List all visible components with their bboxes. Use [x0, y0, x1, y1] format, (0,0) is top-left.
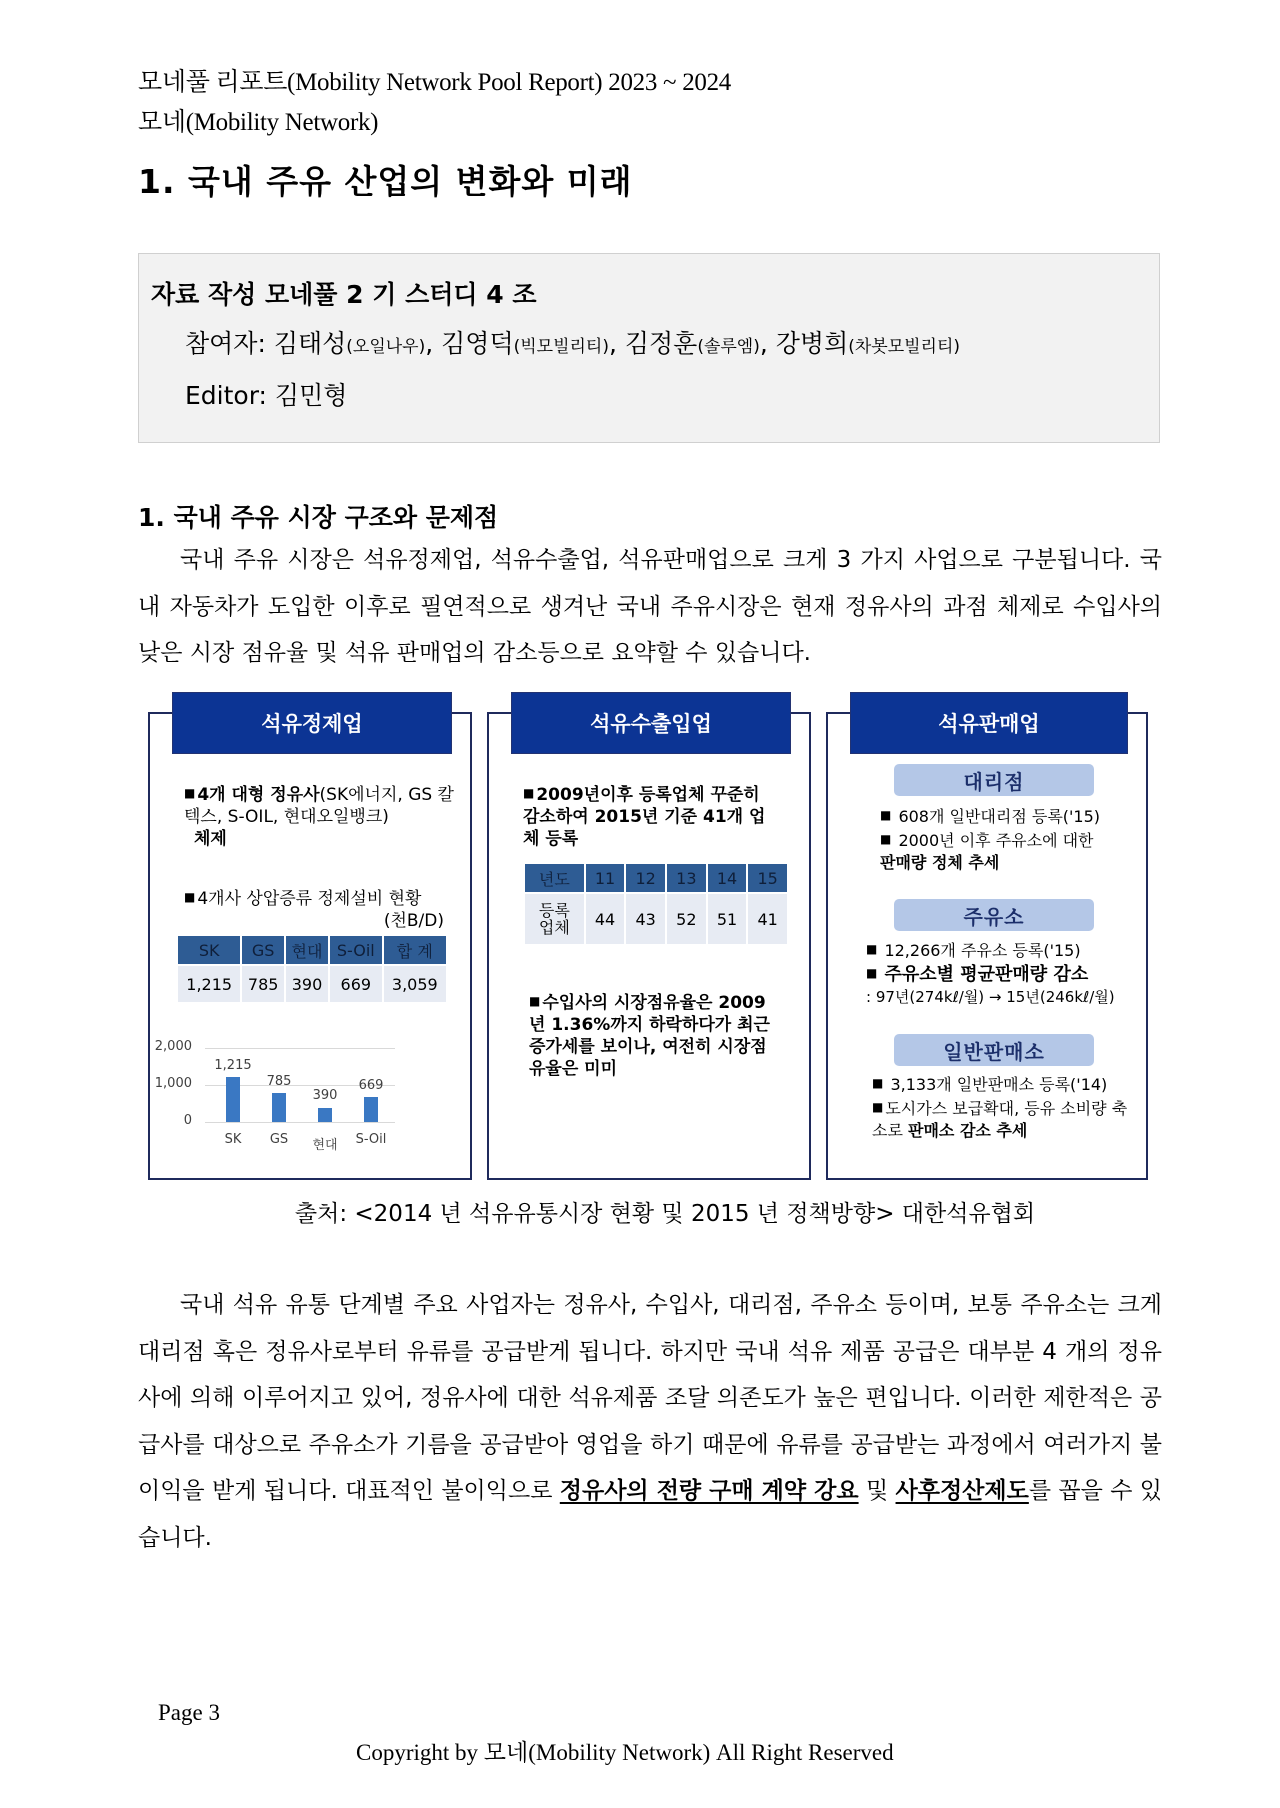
row-label-line: 등록 — [538, 901, 570, 920]
table-cell: 785 — [242, 966, 284, 1002]
page-title: 1. 국내 주유 산업의 변화와 미래 — [138, 162, 633, 201]
refining-bar-chart — [150, 1014, 470, 1164]
bullet-square-icon: ■ — [866, 942, 878, 956]
emphasis-full-purchase-contract: 정유사의 전량 구매 계약 강요 — [559, 1478, 859, 1504]
station-bullet-2-bold: 주유소별 평균판매량 감소 — [884, 964, 1089, 985]
table-cell: 390 — [286, 966, 328, 1002]
general-bullet-2: 도시가스 보급확대, 등유 소비량 축소로 — [872, 1099, 1128, 1140]
table-cell: 669 — [330, 966, 382, 1002]
refining-bullet-1 — [184, 782, 454, 850]
bullet-square-icon: ■ — [880, 808, 892, 822]
panel-refining — [148, 712, 472, 1180]
refining-bullet-normal: (SK에너지, GS 칼텍스, S-OIL, 현대오일뱅크) — [184, 785, 454, 827]
distribution-paragraph — [138, 1282, 1162, 1561]
author-info-box — [138, 253, 1160, 443]
report-header-title: 모네풀 리포트(Mobility Network Pool Report) 2023 ~ 2024 — [138, 69, 732, 96]
agency-bullet-2: 2000년 이후 주유소에 대한 — [898, 831, 1094, 850]
y-tick-label: 1,000 — [154, 1076, 192, 1091]
participant-name: 김태성 — [273, 329, 347, 358]
station-bullet-2-detail: : 97년(274kℓ/월) → 15년(246kℓ/월) — [866, 988, 1115, 1006]
table-header-row — [178, 936, 446, 964]
intro-paragraph-text: 국내 주유 시장은 석유정제업, 석유수출업, 석유판매업으로 크게 3 가지 사업으로 구분됩니다. 국내 자동차가 도입한 이후로 필연적으로 생겨난 국내 주유시장은 현재 정유사의 과점 체제로 수입사의 낮은 시장 점유율 및 석유 판매업의 감소등으로 요약할 수 있습니다. — [138, 547, 1162, 666]
table-header-cell: SK — [178, 936, 240, 964]
x-tick-label: SK — [224, 1132, 242, 1147]
table-cell: 43 — [626, 894, 665, 944]
bullet-square-icon: ■ — [529, 994, 541, 1008]
editor-label: Editor: — [185, 381, 275, 410]
bullet-square-icon: ■ — [184, 890, 196, 904]
paragraph-tail: 를 꼽을 수 있습니다. — [138, 1478, 1162, 1551]
bullet-square-icon: ■ — [523, 786, 535, 800]
table-row-label — [525, 894, 584, 944]
agency-label: 대리점 — [894, 764, 1094, 796]
refining-capacity-table — [176, 934, 448, 1004]
table-row — [525, 894, 787, 944]
emphasis-post-settlement: 사후정산제도 — [895, 1478, 1029, 1504]
table-header-cell: 14 — [708, 864, 747, 892]
intro-paragraph — [138, 537, 1162, 677]
bullet-square-icon: ■ — [872, 1076, 884, 1090]
table-cell: 51 — [708, 894, 747, 944]
y-tick-label: 2,000 — [154, 1039, 192, 1054]
import-bullet-1-text: 2009년이후 등록업체 꾸준히 감소하여 2015년 기준 41개 업체 등록 — [523, 785, 766, 849]
participant-org: (솔루엠) — [697, 337, 760, 357]
table-row — [178, 966, 446, 1002]
report-header-subtitle: 모네(Mobility Network) — [138, 109, 379, 136]
y-tick-label: 0 — [183, 1113, 192, 1128]
table-header-cell: 합 계 — [384, 936, 446, 964]
participants-line — [185, 324, 960, 360]
participant-name: 김영덕 — [441, 329, 514, 358]
import-bullet-2 — [529, 990, 781, 1080]
general-bullet-1: 3,133개 일반판매소 등록('14) — [890, 1075, 1108, 1094]
agency-bullets — [880, 804, 1140, 874]
panel-sales — [826, 712, 1148, 1180]
table-cell: 41 — [748, 894, 787, 944]
table-header-cell: 현대 — [286, 936, 328, 964]
paragraph-connector: 및 — [858, 1478, 896, 1504]
row-label-line: 업체 — [538, 918, 570, 937]
bar-s-oil — [364, 1097, 378, 1122]
participant-org: (차봇모빌리티) — [848, 337, 961, 357]
bullet-square-icon: ■ — [872, 1100, 884, 1114]
table-header-cell: GS — [242, 936, 284, 964]
refining-unit: (천B/D) — [383, 911, 444, 931]
x-tick-label: GS — [269, 1132, 289, 1147]
station-label: 주유소 — [894, 899, 1094, 931]
participant-name: 강병희 — [775, 329, 849, 358]
refining-bullet-2 — [184, 886, 454, 910]
bar-value-label: 390 — [312, 1088, 338, 1103]
participant-name: 김정훈 — [624, 329, 698, 358]
bar-hyundai — [318, 1108, 332, 1122]
panel-sales-title: 석유판매업 — [850, 692, 1128, 754]
import-bullet-2-text: 수입사의 시장점유율은 2009년 1.36%까지 하락하다가 최근 증가세를 보이나, 여전히 시장점유율은 미미 — [529, 993, 770, 1079]
table-cell: 52 — [667, 894, 706, 944]
import-bullet-1 — [523, 782, 781, 850]
table-header-cell: 15 — [748, 864, 787, 892]
participant-org: (오일나우) — [346, 337, 426, 357]
distribution-paragraph-text: 국내 석유 유통 단계별 주요 사업자는 정유사, 수입사, 대리점, 주유소 등이며, 보통 주유소는 크게 대리점 혹은 정유사로부터 유류를 공급받게 됩니다. 하지만 국내 석유 제품 공급은 대부분 4 개의 정유사에 의해 이루어지고 있어, 정유사에 대한 석유제품 조달 의존도가 높은 편입니다. 이러한 제한적은 공급사를 대상으로 주유소가 기름을 공급받아 영업을 하기 때문에 유류를 공급받는 과정에서 여러가지 불이익을 받게 됩니다. 대표적인 불이익으로 — [138, 1292, 1162, 1504]
table-header-cell: 13 — [667, 864, 706, 892]
table-header-row — [525, 864, 787, 892]
import-registration-table — [523, 862, 789, 946]
participants-label: 참여자: — [185, 329, 274, 358]
table-cell: 44 — [586, 894, 625, 944]
station-bullets — [866, 938, 1146, 1008]
panel-refining-title: 석유정제업 — [172, 692, 452, 754]
figure-caption: 출처: <2014 년 석유유통시장 현황 및 2015 년 정책방향> 대한석유협회 — [294, 1201, 1036, 1227]
bullet-square-icon: ■ — [866, 966, 878, 980]
station-bullet-1: 12,266개 주유소 등록('15) — [884, 941, 1081, 960]
agency-bullet-1: 608개 일반대리점 등록('15) — [898, 807, 1101, 826]
refining-bullet-bold: 4개 대형 정유사 — [197, 785, 320, 805]
bar-sk — [226, 1077, 240, 1122]
separator: , — [608, 329, 625, 358]
table-header-cell: 년도 — [525, 864, 584, 892]
bar-value-label: 1,215 — [214, 1058, 252, 1073]
bullet-square-icon: ■ — [880, 832, 892, 846]
x-tick-label: 현대 — [312, 1138, 338, 1153]
table-header-cell: 12 — [626, 864, 665, 892]
participant-org: (빅모빌리티) — [513, 337, 609, 357]
editor-line — [185, 376, 347, 412]
separator: , — [425, 329, 442, 358]
separator: , — [759, 329, 776, 358]
table-header-cell: S-Oil — [330, 936, 382, 964]
page-number: Page 3 — [158, 1700, 220, 1725]
refining-bullet-2-text: 4개사 상압증류 정제설비 현황 — [197, 889, 422, 909]
bar-gs — [272, 1093, 286, 1122]
table-cell: 1,215 — [178, 966, 240, 1002]
section-title: 1. 국내 주유 시장 구조와 문제점 — [138, 503, 499, 532]
agency-bullet-2-bold: 판매량 정체 추세 — [880, 853, 1000, 872]
author-group-line: 자료 작성 모네풀 2 기 스터디 4 조 — [151, 280, 537, 309]
general-bullet-2-bold: 판매소 감소 추세 — [908, 1121, 1028, 1140]
copyright-notice: Copyright by 모네(Mobility Network) All Right Reserved — [356, 1740, 894, 1765]
x-tick-label: S-Oil — [355, 1132, 387, 1147]
gridline — [205, 1122, 395, 1123]
bar-value-label: 669 — [358, 1078, 384, 1093]
gridline — [205, 1048, 395, 1049]
general-seller-label: 일반판매소 — [894, 1034, 1094, 1066]
bullet-square-icon: ■ — [184, 786, 196, 800]
general-seller-bullets — [872, 1072, 1132, 1142]
editor-name: 김민형 — [274, 381, 348, 410]
table-header-cell: 11 — [586, 864, 625, 892]
panel-import-title: 석유수출입업 — [511, 692, 791, 754]
panel-import-export — [487, 712, 811, 1180]
table-cell: 3,059 — [384, 966, 446, 1002]
bar-value-label: 785 — [266, 1074, 292, 1089]
refining-bullet-tail: 체제 — [194, 829, 227, 849]
